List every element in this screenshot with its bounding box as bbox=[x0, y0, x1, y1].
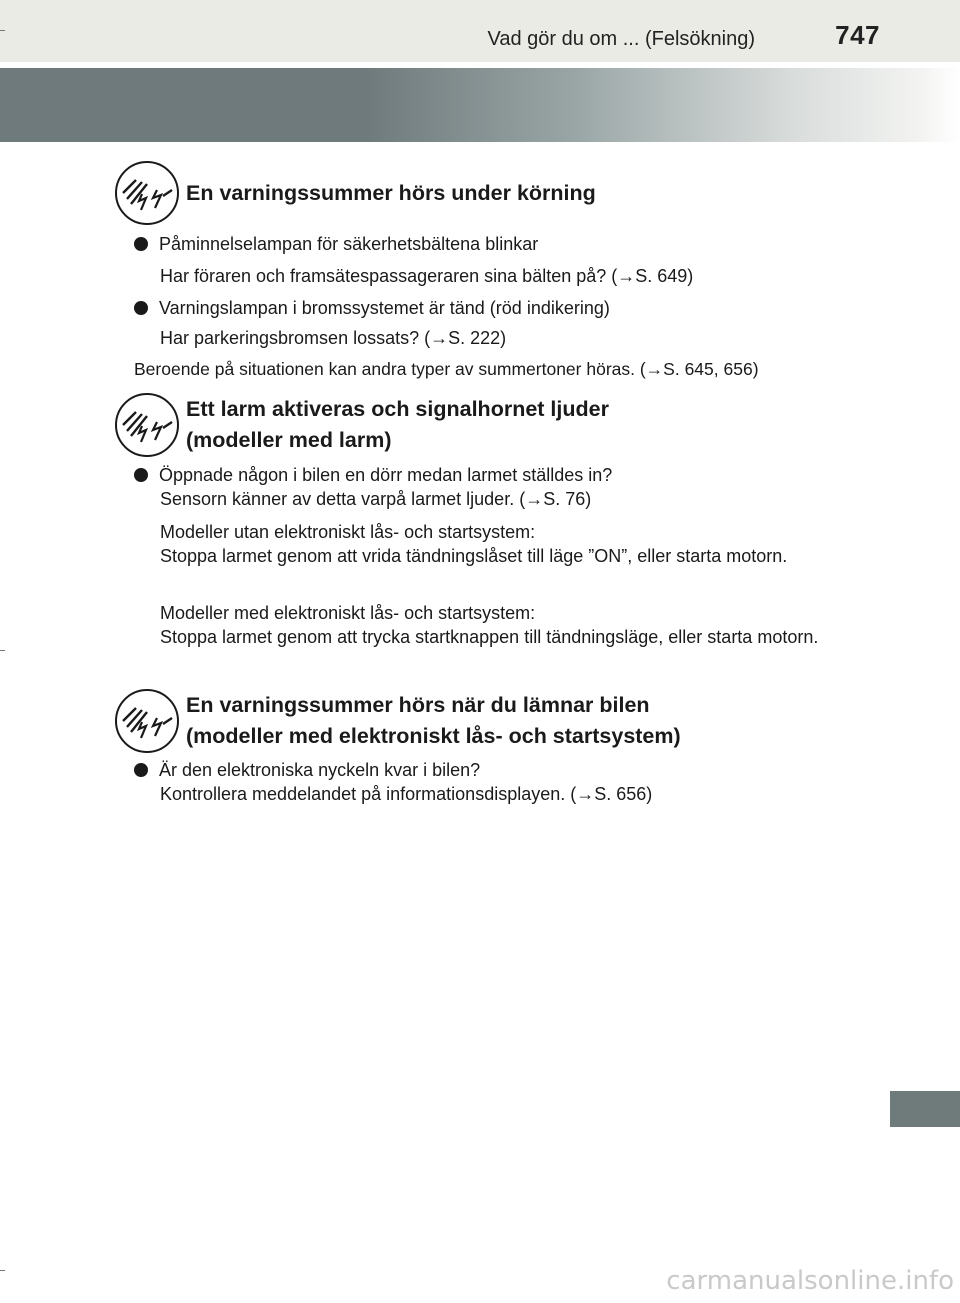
bullet-item bbox=[134, 463, 612, 487]
section-heading-2 bbox=[114, 392, 609, 458]
bullet-text: Påminnelselampan för säkerhetsbältena blinkar bbox=[159, 234, 539, 254]
bullet-dot-icon bbox=[134, 237, 148, 251]
warning-buzzer-icon bbox=[114, 688, 180, 754]
answer-text: Har parkeringsbromsen lossats? (→S. 222) bbox=[160, 328, 507, 348]
running-header: Vad gör du om ... (Felsökning) bbox=[487, 28, 755, 50]
bullet-text: Är den elektroniska nyckeln kvar i bilen? bbox=[159, 760, 481, 780]
chapter-side-tab bbox=[890, 1091, 960, 1127]
chapter-banner bbox=[0, 68, 960, 142]
bullet-item bbox=[134, 296, 610, 320]
bullet-text: Öppnade någon i bilen en dörr medan larmet ställdes in? bbox=[159, 465, 613, 485]
crop-mark bbox=[0, 30, 5, 31]
answer-text: Sensorn känner av detta varpå larmet ljuder. (→S. 76) bbox=[160, 489, 592, 509]
bullet-text: Varningslampan i bromssystemet är tänd (röd indikering) bbox=[159, 298, 610, 318]
note-text: Beroende på situationen kan andra typer av summertoner höras. (→S. 645, 656) bbox=[134, 359, 759, 379]
section-title: En varningssummer hörs under körning bbox=[186, 180, 596, 205]
bullet-item bbox=[134, 758, 480, 782]
answer-text: Kontrollera meddelandet på informationsdisplayen. (→S. 656) bbox=[160, 784, 653, 804]
bullet-dot-icon bbox=[134, 468, 148, 482]
bullet-dot-icon bbox=[134, 301, 148, 315]
section-heading-3 bbox=[114, 688, 681, 754]
section-heading-1 bbox=[114, 160, 596, 226]
section-title: Ett larm aktiveras och signalhornet ljuder (modeller med larm) bbox=[186, 397, 609, 452]
crop-mark bbox=[0, 650, 5, 651]
instruction-paragraph: Modeller utan elektroniskt lås- och startsystem: Stoppa larmet genom att vrida tändningslåset till läge ”ON”, eller starta motorn. bbox=[160, 522, 788, 566]
warning-buzzer-icon bbox=[114, 160, 180, 226]
page-number: 747 bbox=[835, 20, 880, 50]
instruction-paragraph: Modeller med elektroniskt lås- och startsystem: Stoppa larmet genom att trycka startknappen till tändningsläge, eller starta motorn. bbox=[160, 603, 819, 647]
section-title: En varningssummer hörs när du lämnar bilen (modeller med elektroniskt lås- och startsystem) bbox=[186, 693, 681, 748]
bullet-dot-icon bbox=[134, 763, 148, 777]
watermark: carmanualsonline.info bbox=[666, 1266, 954, 1296]
warning-buzzer-icon bbox=[114, 392, 180, 458]
answer-text: Har föraren och framsätespassageraren sina bälten på? (→S. 649) bbox=[160, 266, 694, 286]
bullet-item bbox=[134, 232, 538, 256]
header-strip bbox=[0, 0, 960, 62]
crop-mark bbox=[0, 1270, 5, 1271]
